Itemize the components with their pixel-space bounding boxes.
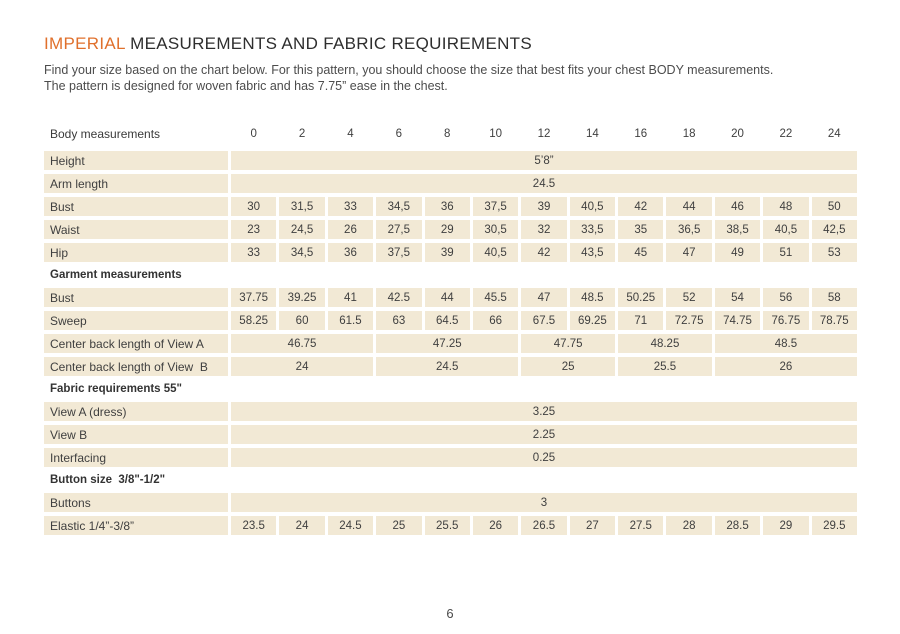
value-cell: 26.5 [521,516,566,535]
intro-line-1: Find your size based on the chart below. For this pattern, you should choose the size that best fits your chest BODY measurements. [44,63,774,77]
value-cell: 25.5 [425,516,470,535]
value-cell: 48.5 [570,288,615,307]
row-label: Height [44,151,228,170]
row-label: Sweep [44,311,228,330]
value-cell: 44 [425,288,470,307]
row-label: Center back length of View A [44,334,228,353]
row-label: View A (dress) [44,402,228,421]
value-cell: 23.5 [231,516,276,535]
size-header-cell: 6 [395,127,403,140]
value-cell: 58.25 [231,311,276,330]
value-cell: 52 [666,288,711,307]
value-cell: 50.25 [618,288,663,307]
value-cell: 40,5 [570,197,615,216]
intro-line-2: The pattern is designed for woven fabric and has 7.75” ease in the chest. [44,79,448,93]
value-cell: 39 [521,197,566,216]
value-cell: 41 [328,288,373,307]
span-value-cell: 3.25 [231,402,857,421]
value-cell: 29 [425,220,470,239]
value-cell: 47 [666,243,711,262]
value-cell: 29.5 [812,516,857,535]
value-cell: 38,5 [715,220,760,239]
value-cell: 51 [763,243,808,262]
span-value-cell: 24.5 [231,174,857,193]
section-title: Fabric requirements 55" [44,380,857,397]
group-value-cell: 25 [521,357,615,376]
row-label: Buttons [44,493,228,512]
group-value-cell: 24 [231,357,373,376]
value-cell: 49 [715,243,760,262]
value-cell: 34,5 [376,197,421,216]
value-cell: 28.5 [715,516,760,535]
value-cell: 24 [279,516,324,535]
value-cell: 24.5 [328,516,373,535]
value-cell: 69.25 [570,311,615,330]
value-cell: 45 [618,243,663,262]
value-cell: 71 [618,311,663,330]
value-cell: 40,5 [763,220,808,239]
group-value-cell: 25.5 [618,357,712,376]
size-header-cell: 22 [779,127,793,140]
value-cell: 33,5 [570,220,615,239]
span-value-cell: 2.25 [231,425,857,444]
table-row [44,311,857,330]
section-title: Button size 3/8"-1/2" [44,471,857,488]
value-cell: 36 [425,197,470,216]
value-cell: 58 [812,288,857,307]
table-row [44,493,857,512]
section-row [44,380,857,397]
table-header-row [44,124,857,143]
row-label: Bust [44,288,228,307]
value-cell: 63 [376,311,421,330]
size-header-cell: 14 [585,127,599,140]
group-value-cell: 48.25 [618,334,712,353]
value-cell: 39.25 [279,288,324,307]
value-cell: 34,5 [279,243,324,262]
value-cell: 39 [425,243,470,262]
table-row [44,516,857,535]
row-label: Elastic 1/4”-3/8” [44,516,228,535]
value-cell: 31,5 [279,197,324,216]
page-title [44,34,857,54]
span-value-cell: 3 [231,493,857,512]
value-cell: 29 [763,516,808,535]
table-row [44,448,857,467]
section-row [44,266,857,283]
group-value-cell: 26 [715,357,857,376]
table-row [44,357,857,376]
table-row [44,197,857,216]
size-header-cell: 18 [682,127,696,140]
group-value-cell: 24.5 [376,357,518,376]
table-header-label: Body measurements [50,126,161,141]
value-cell: 64.5 [425,311,470,330]
value-cell: 67.5 [521,311,566,330]
page-title-accent: IMPERIAL [44,34,126,53]
row-label: Waist [44,220,228,239]
value-cell: 40,5 [473,243,518,262]
table-row [44,243,857,262]
group-value-cell: 47.75 [521,334,615,353]
size-header-cell: 2 [298,127,306,140]
group-value-cell: 46.75 [231,334,373,353]
value-cell: 56 [763,288,808,307]
value-cell: 36 [328,243,373,262]
size-header-cell: 8 [444,127,451,140]
table-row [44,425,857,444]
value-cell: 66 [473,311,518,330]
value-cell: 47 [521,288,566,307]
value-cell: 36,5 [666,220,711,239]
size-header-cell: 16 [634,127,648,140]
value-cell: 42 [521,243,566,262]
value-cell: 37,5 [473,197,518,216]
table-row [44,402,857,421]
row-label: Interfacing [44,448,228,467]
size-header-cell: 20 [731,127,744,140]
value-cell: 76.75 [763,311,808,330]
value-cell: 48 [763,197,808,216]
table-row [44,334,857,353]
value-cell: 44 [666,197,711,216]
page-number: 6 [446,606,454,621]
size-header-cell: 4 [347,127,354,140]
value-cell: 50 [812,197,857,216]
page-title-rest: MEASUREMENTS AND FABRIC REQUIREMENTS [125,34,532,53]
value-cell: 61.5 [328,311,373,330]
value-cell: 37.75 [231,288,276,307]
value-cell: 27.5 [618,516,663,535]
value-cell: 43,5 [570,243,615,262]
value-cell: 26 [328,220,373,239]
row-label: Bust [44,197,228,216]
size-header-cell: 12 [537,127,551,140]
value-cell: 23 [231,220,276,239]
value-cell: 30,5 [473,220,518,239]
value-cell: 74.75 [715,311,760,330]
value-cell: 25 [376,516,421,535]
group-value-cell: 47.25 [376,334,518,353]
size-header-cell: 10 [489,127,502,140]
section-title: Garment measurements [44,266,857,283]
value-cell: 28 [666,516,711,535]
size-header-cell: 24 [827,127,841,140]
value-cell: 32 [521,220,566,239]
group-value-cell: 48.5 [715,334,857,353]
value-cell: 33 [231,243,276,262]
value-cell: 26 [473,516,518,535]
row-label: View B [44,425,228,444]
value-cell: 42.5 [376,288,421,307]
value-cell: 78.75 [812,311,857,330]
row-label: Arm length [44,174,228,193]
row-label: Hip [44,243,228,262]
size-table-body [44,151,857,535]
value-cell: 27,5 [376,220,421,239]
section-row [44,471,857,488]
value-cell: 37,5 [376,243,421,262]
size-chart-table [44,124,857,535]
value-cell: 42,5 [812,220,857,239]
table-row [44,288,857,307]
span-value-cell: 0.25 [231,448,857,467]
table-row [44,151,857,170]
value-cell: 53 [812,243,857,262]
value-cell: 30 [231,197,276,216]
value-cell: 27 [570,516,615,535]
row-label: Center back length of View B [44,357,228,376]
value-cell: 45.5 [473,288,518,307]
value-cell: 60 [279,311,324,330]
span-value-cell: 5’8” [231,151,857,170]
value-cell: 54 [715,288,760,307]
value-cell: 72.75 [666,311,711,330]
value-cell: 33 [328,197,373,216]
value-cell: 35 [618,220,663,239]
table-row [44,220,857,239]
value-cell: 42 [618,197,663,216]
value-cell: 24,5 [279,220,324,239]
intro-text [44,62,857,94]
size-header-cell: 0 [250,127,257,140]
value-cell: 46 [715,197,760,216]
table-row [44,174,857,193]
